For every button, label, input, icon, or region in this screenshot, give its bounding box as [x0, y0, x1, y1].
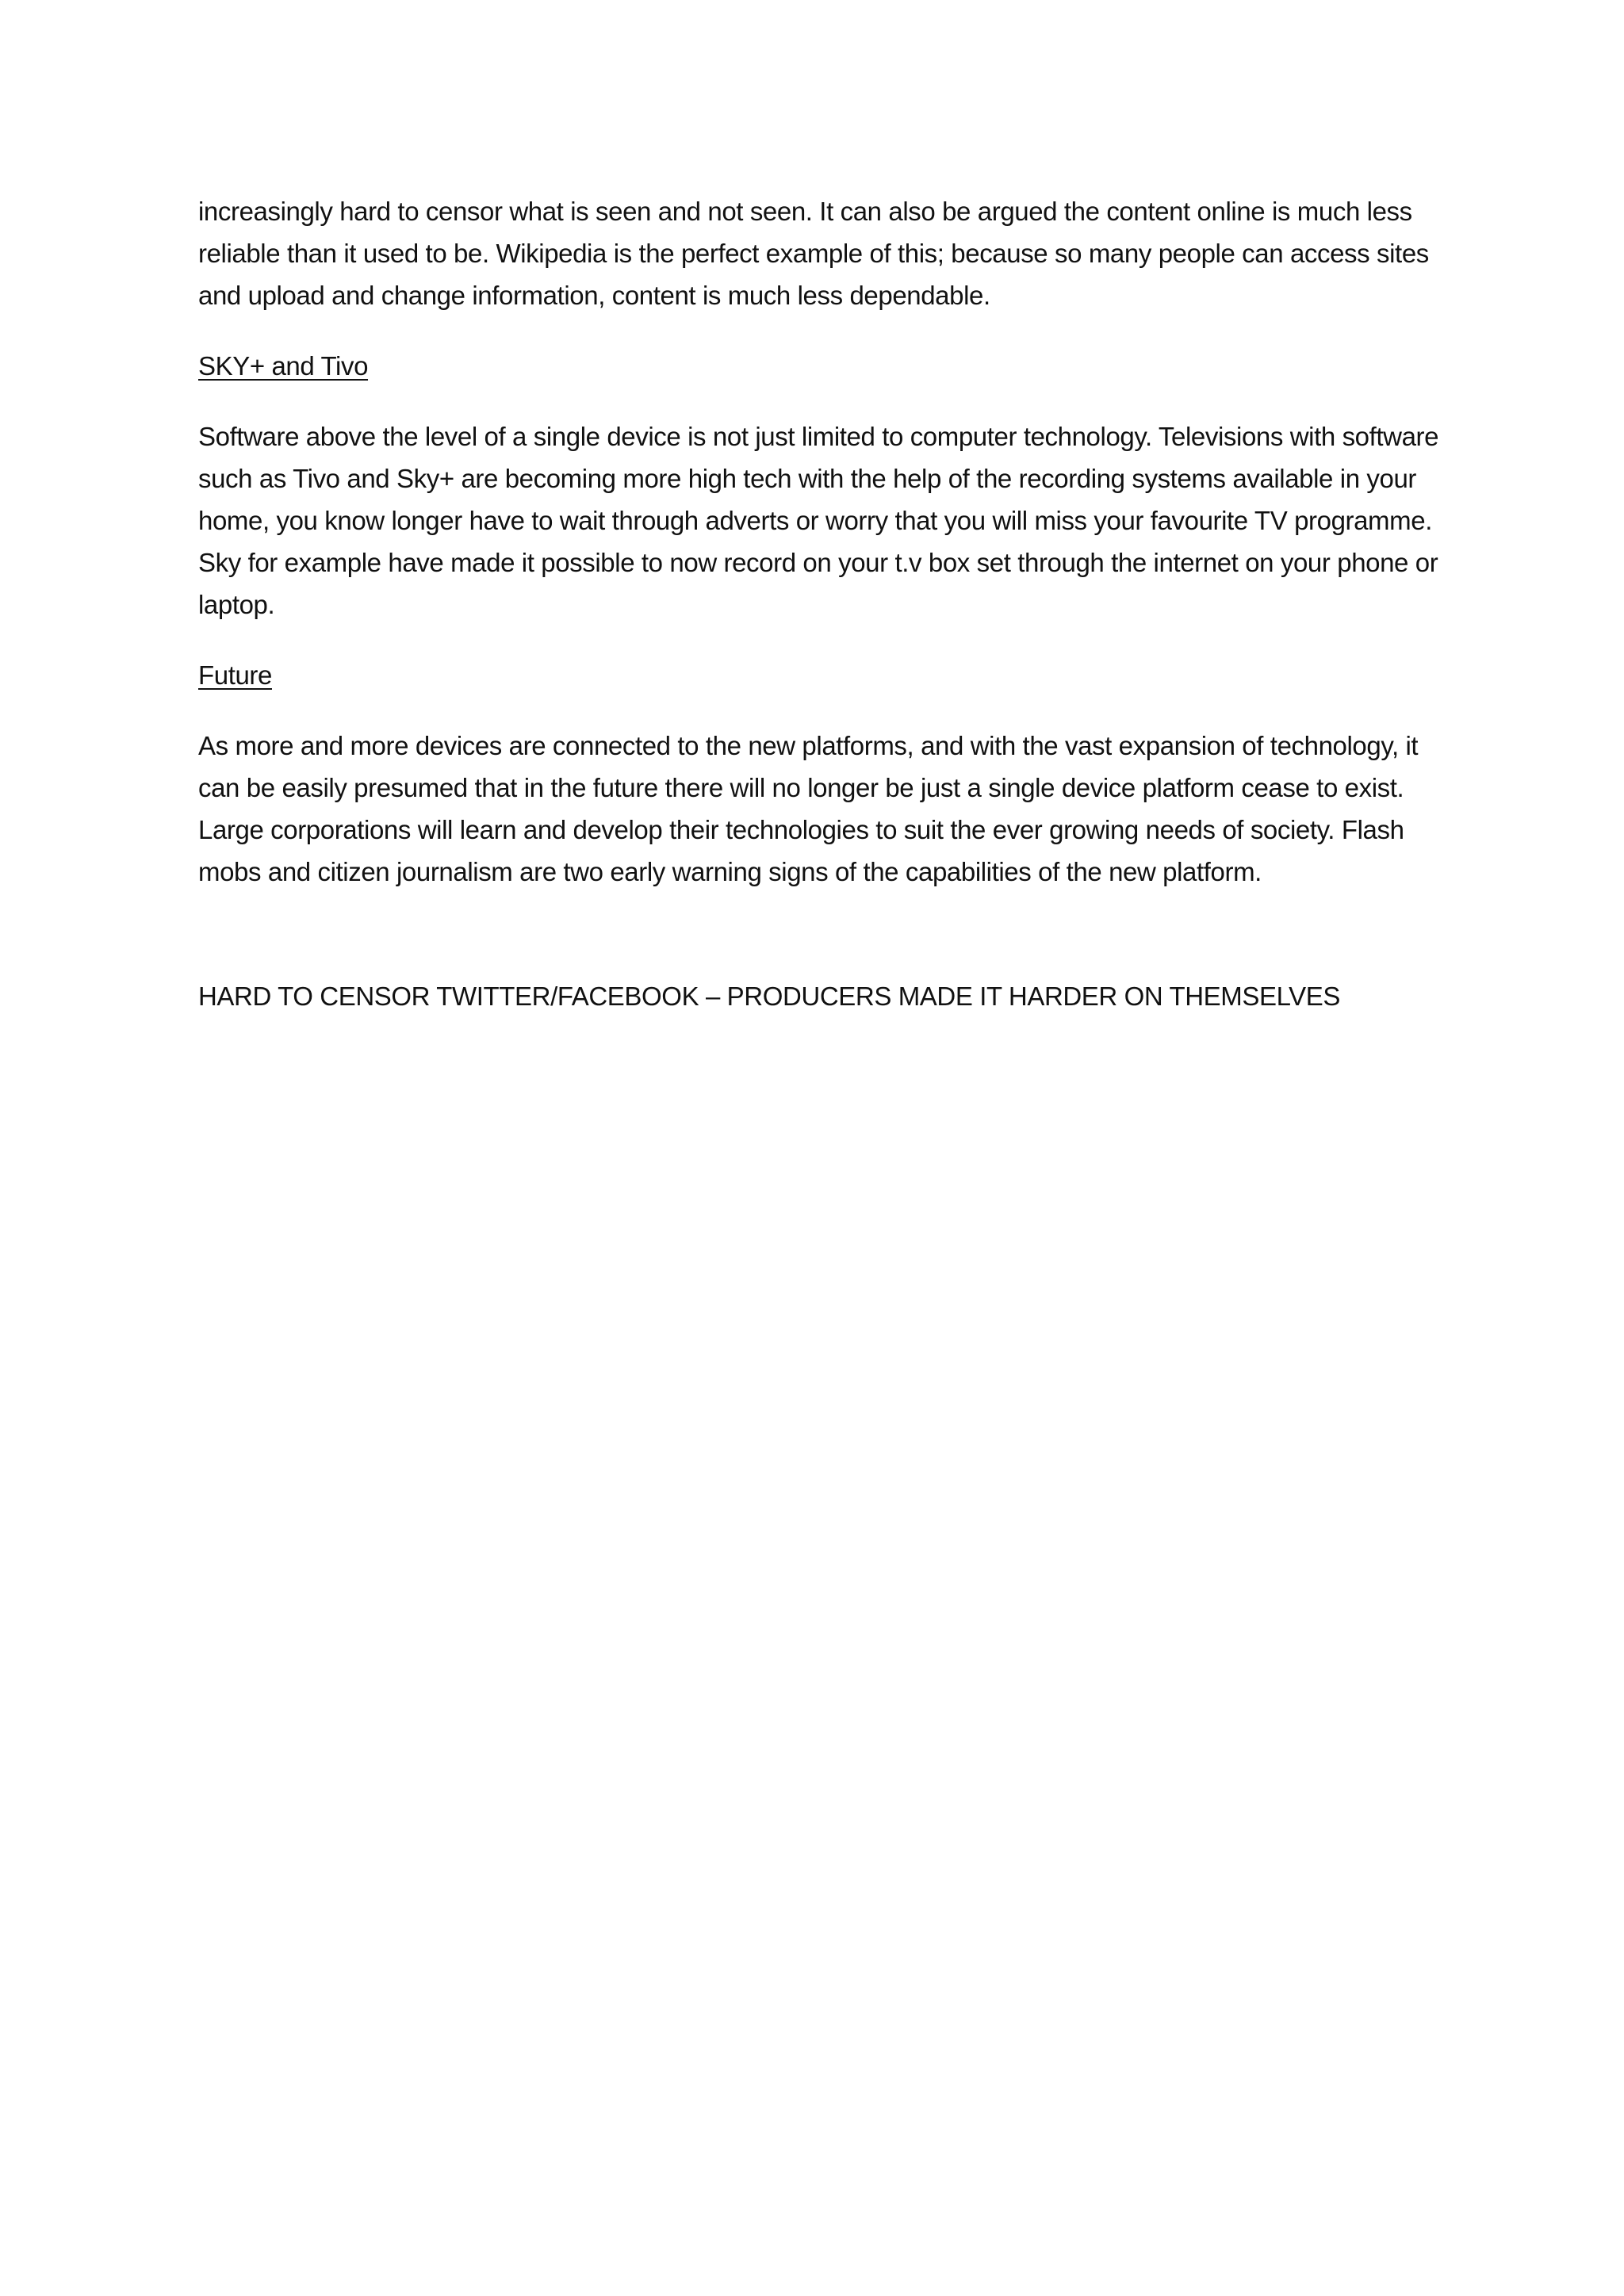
intro-paragraph: increasingly hard to censor what is seen and not seen. It can also be argued the content online is much less reliable than it used to be. Wikipedia is the perfect example of this; because so many people can access sites and upload and change information, content is much less dependable. [198, 197, 1429, 310]
section-heading-sky-tivo: SKY+ and Tivo [198, 351, 369, 381]
section-heading-future: Future [198, 660, 272, 690]
closing-note: HARD TO CENSOR TWITTER/FACEBOOK – PRODUCERS MADE IT HARDER ON THEMSELVES [198, 982, 1340, 1011]
section-paragraph-sky-tivo: Software above the level of a single device is not just limited to computer technology. Televisions with software such as Tivo and Sky+ are becoming more high tech with the help of the recording systems available in your home, you know longer have to wait through adverts or worry that you will miss your favourite TV programme. Sky for example have made it possible to now record on your t.v box set through the internet on your phone or laptop. [198, 422, 1439, 619]
section-paragraph-future: As more and more devices are connected to the new platforms, and with the vast expansion of technology, it can be easily presumed that in the future there will no longer be just a single device platform cease to exist. Large corporations will learn and develop their technologies to suit the ever growing needs of society. Flash mobs and citizen journalism are two early warning signs of the capabilities of the new platform. [198, 731, 1419, 886]
document-body [198, 190, 1451, 1046]
